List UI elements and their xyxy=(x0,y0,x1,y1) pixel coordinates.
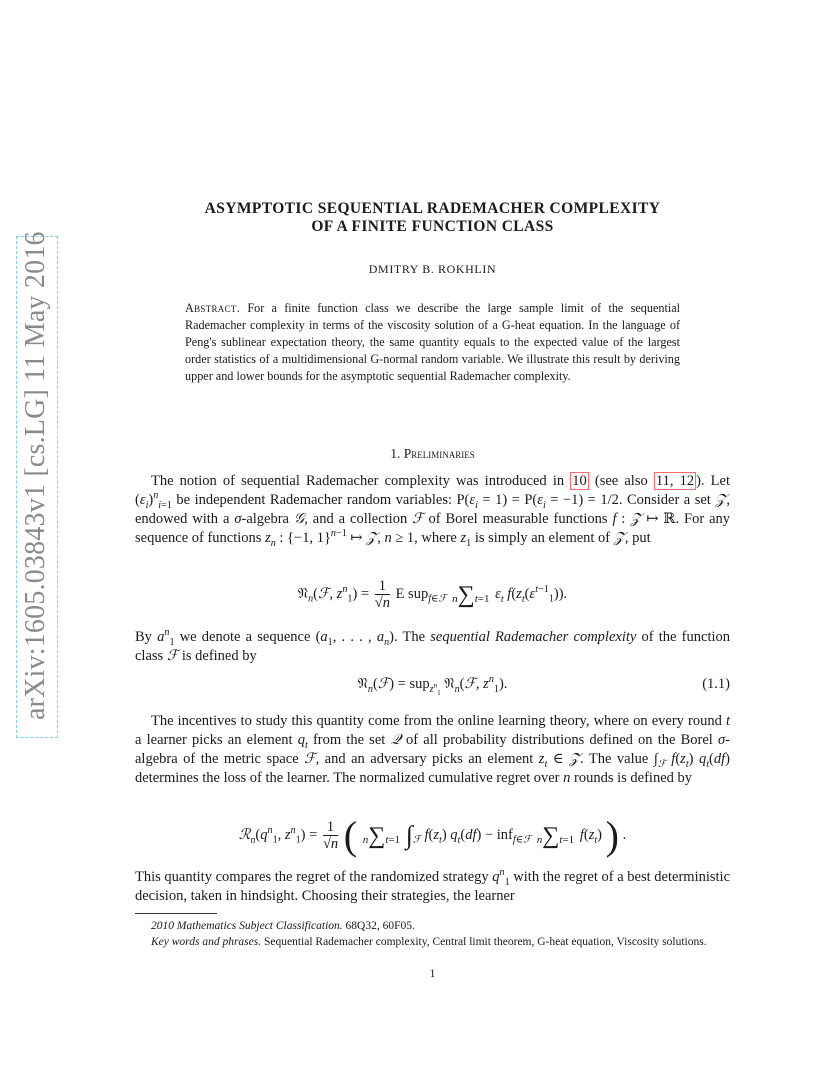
citation-link[interactable]: 11, 12 xyxy=(655,473,695,489)
equation-rademacher: 𝔑$_n$(ℱ, $z^n_1$) = $\frac{1}{√n}$ E sup$_{f\in ℱ}$ n∑t=1 $\varepsilon_t$ $f(z_t(\varepsilon^{t-1}_1))$. xyxy=(297,578,568,611)
footnote-msc xyxy=(135,919,730,934)
section-title: Preliminaries xyxy=(403,446,475,461)
abstract-label: Abstract. xyxy=(185,301,241,315)
footnote-kw-label: Key words and phrases. xyxy=(151,936,262,948)
author: DMITRY B. ROKHLIN xyxy=(368,262,497,276)
title-line-2: OF A FINITE FUNCTION CLASS xyxy=(311,218,554,235)
abstract xyxy=(185,300,680,385)
footnote-msc-value: 68Q32, 60F05. xyxy=(345,920,415,932)
footnote-keywords xyxy=(135,935,730,950)
citation-link[interactable]: 10 xyxy=(572,473,587,489)
paragraph-2: By $a^n_1$ we denote a sequence ($a_1$, . . . , $a_n$). The sequential Rademacher complexity of the function class ℱ is defined by xyxy=(135,627,730,664)
paragraph-4: This quantity compares the regret of the randomized strategy $q^n_1$ with the regret of a best deterministic decision, taken in hindsight. Choosing their strategies, the learner xyxy=(135,867,731,904)
paper-title xyxy=(135,200,730,236)
footnote-msc-label: 2010 Mathematics Subject Classification. xyxy=(151,920,343,932)
arxiv-stamp: arXiv:1605.03843v1 [cs.LG] 11 May 2016 xyxy=(20,231,51,720)
footnote-rule xyxy=(135,913,217,914)
equation-1-1: 𝔑$_n$(ℱ) = sup$_{z^n_1}$ 𝔑$_n$(ℱ, $z^n_1$). (1.1) xyxy=(357,674,730,697)
section-number: 1. xyxy=(390,446,401,461)
section-heading xyxy=(135,446,730,462)
equation-regret: $ℛ_n(q^n_1$, $z^n_1$) = $\frac{1}{√n}$ ( n∑t=1 $\int_ℱ$ $f(z_t) q_t(df) - inf_{f\in ℱ}$ n∑t=1 $f(z_t)$ ) . xyxy=(238,813,627,858)
footnote-kw-value: Sequential Rademacher complexity, Central limit theorem, G-heat equation, Viscosity solutions. xyxy=(263,936,707,948)
page-number: 1 xyxy=(429,968,436,980)
equation-number: (1.1) xyxy=(702,676,730,692)
abstract-body: For a finite function class we describe the large sample limit of the sequential Rademacher complexity in terms of the viscosity solution of a G-heat equation. In the language of Peng's sublinear expectation theory, the same quantity equals to the expected value of the largest order statistics of a multidimensional G-normal random variable. We illustrate this result by deriving upper and lower bounds for the asymptotic sequential Rademacher complexity. xyxy=(185,301,681,383)
paragraph-1: The notion of sequential Rademacher complexity was introduced in 10 (see also 11, 12 ). Let $(\varepsilon_i)^n_{i=1}$ be independent Rademacher random variables: $P(\varepsilon_i = 1) = P(\varepsilon_i = -1) = 1/2$. Consider a set 𝒵, endowed with a σ-algebra 𝒢, and a collection ℱ of Borel measurable functions f : 𝒵 ↦ ℝ. For any sequence of functions $z_n$ : {−1, 1}$^{n-1}$ ↦ 𝒵, n ≥ 1, where $z_1$ is simply an element of 𝒵, put xyxy=(135,473,731,549)
paragraph-3: The incentives to study this quantity come from the online learning theory, where on every round t a learner picks an element $q_t$ from the set 𝒬 of all probability distributions defined on the Borel σ-algebra of the metric space ℱ, and an adversary picks an element $z_t$ ∈ 𝒵. The value $\int_ℱ$ $f(z_t)$ $q_t(df)$ determines the loss of the learner. The normalized cumulative regret over n rounds is defined by xyxy=(135,713,731,786)
title-line-1: ASYMPTOTIC SEQUENTIAL RADEMACHER COMPLEXITY xyxy=(204,200,661,217)
